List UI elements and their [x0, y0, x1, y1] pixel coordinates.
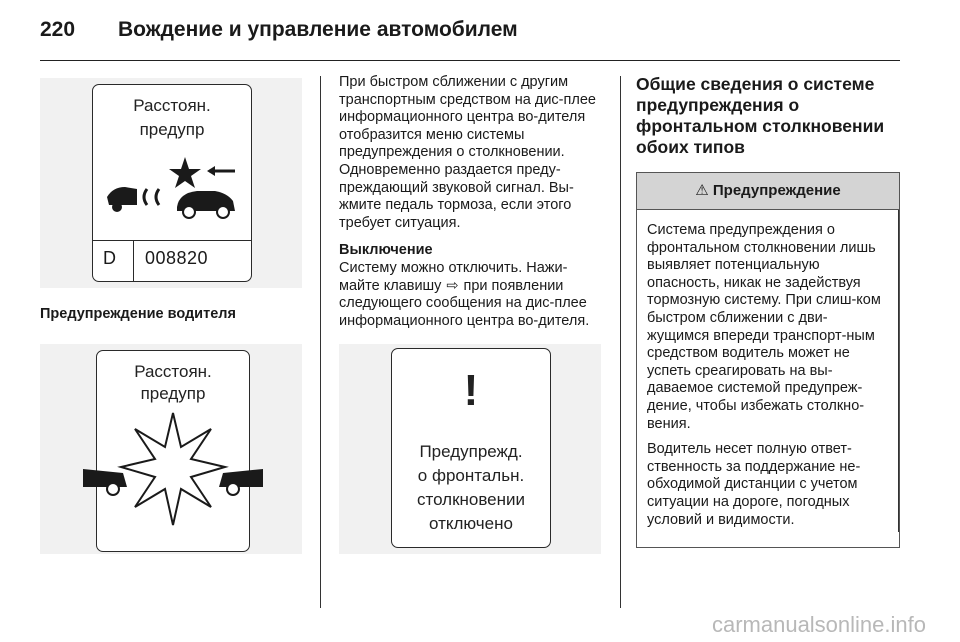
warning-paragraph-2: Водитель несет полную ответ-ственность за поддержание не-обходимой дистанции с учетом ситуации на дороге, погодных условий и видимости. [647, 441, 861, 528]
subheading-disable: Выключение [339, 242, 433, 259]
column-divider-1 [320, 76, 321, 608]
exclamation-icon: ! [463, 366, 479, 416]
warning-title: Предупреждение [712, 182, 841, 199]
display-panel [92, 84, 252, 282]
display-line-2: предупр [140, 384, 206, 403]
figure-collision-warning [40, 344, 302, 554]
display-panel [96, 350, 250, 552]
warning-header [637, 173, 899, 210]
figure-system-disabled [339, 344, 601, 554]
column-divider-2 [620, 76, 621, 608]
figure-caption: Предупреждение водителя [40, 306, 236, 322]
paragraph-approach-warning: При быстром сближении с другим транспортным средством на дис-плее информационного центра во-дителя отобразится меню системы предупреждения о столкновении. Одновременно раздается преду-преждающий звуковой сигнал. Вы-жмите педаль тормоза, если этого требует ситуация. [339, 74, 596, 231]
collision-star-icon [83, 407, 263, 537]
display-line-4: отключено [429, 514, 513, 534]
right-column [636, 74, 900, 548]
display-line-1: Расстоян. [134, 362, 212, 381]
warning-box [636, 172, 900, 548]
display-line-1: Предупрежд. [419, 442, 523, 462]
gear-indicator: D [103, 248, 116, 268]
display-line-2: о фронтальн. [417, 466, 525, 486]
warning-body [637, 210, 899, 547]
car-distance-icon [103, 151, 243, 231]
middle-column [339, 74, 605, 554]
left-column [40, 78, 302, 554]
display-line-1: Расстоян. [133, 96, 211, 115]
section-heading: Общие сведения о системе предупреждения о фронтальном столкновении обоих типов [636, 74, 885, 157]
chapter-title: Вождение и управление автомобилем [118, 18, 518, 41]
display-line-3: столкновении [416, 490, 526, 510]
warning-paragraph-1: Система предупреждения о фронтальном столкновении лишь выявляет потенциальную опасность, никак не задействуя тормозную систему. При слиш-ком быстром сближении с дви-жущимся впереди транспорт-ным средством водитель может не успеть среагировать на вы-даваемое системой предупреж-дение, чтобы избежать столкно-вения. [647, 222, 881, 432]
odometer-value: 008820 [145, 248, 209, 268]
warning-triangle-icon: ⚠ [695, 182, 709, 199]
paragraph-disable: Систему можно отключить. Нажи-майте клавишу ⇨ при появлении следующего сообщения на дис-плее информационного центра во-дителя. [339, 259, 590, 329]
page-header [40, 18, 920, 58]
header-rule [40, 60, 900, 61]
arrow-right-icon: ⇨ [446, 277, 459, 294]
page-number: 220 [40, 18, 76, 41]
display-panel [391, 348, 551, 548]
figure-distance-display [40, 78, 302, 288]
display-line-2: предупр [139, 120, 205, 139]
watermark: carmanualsonline.info [711, 612, 926, 637]
